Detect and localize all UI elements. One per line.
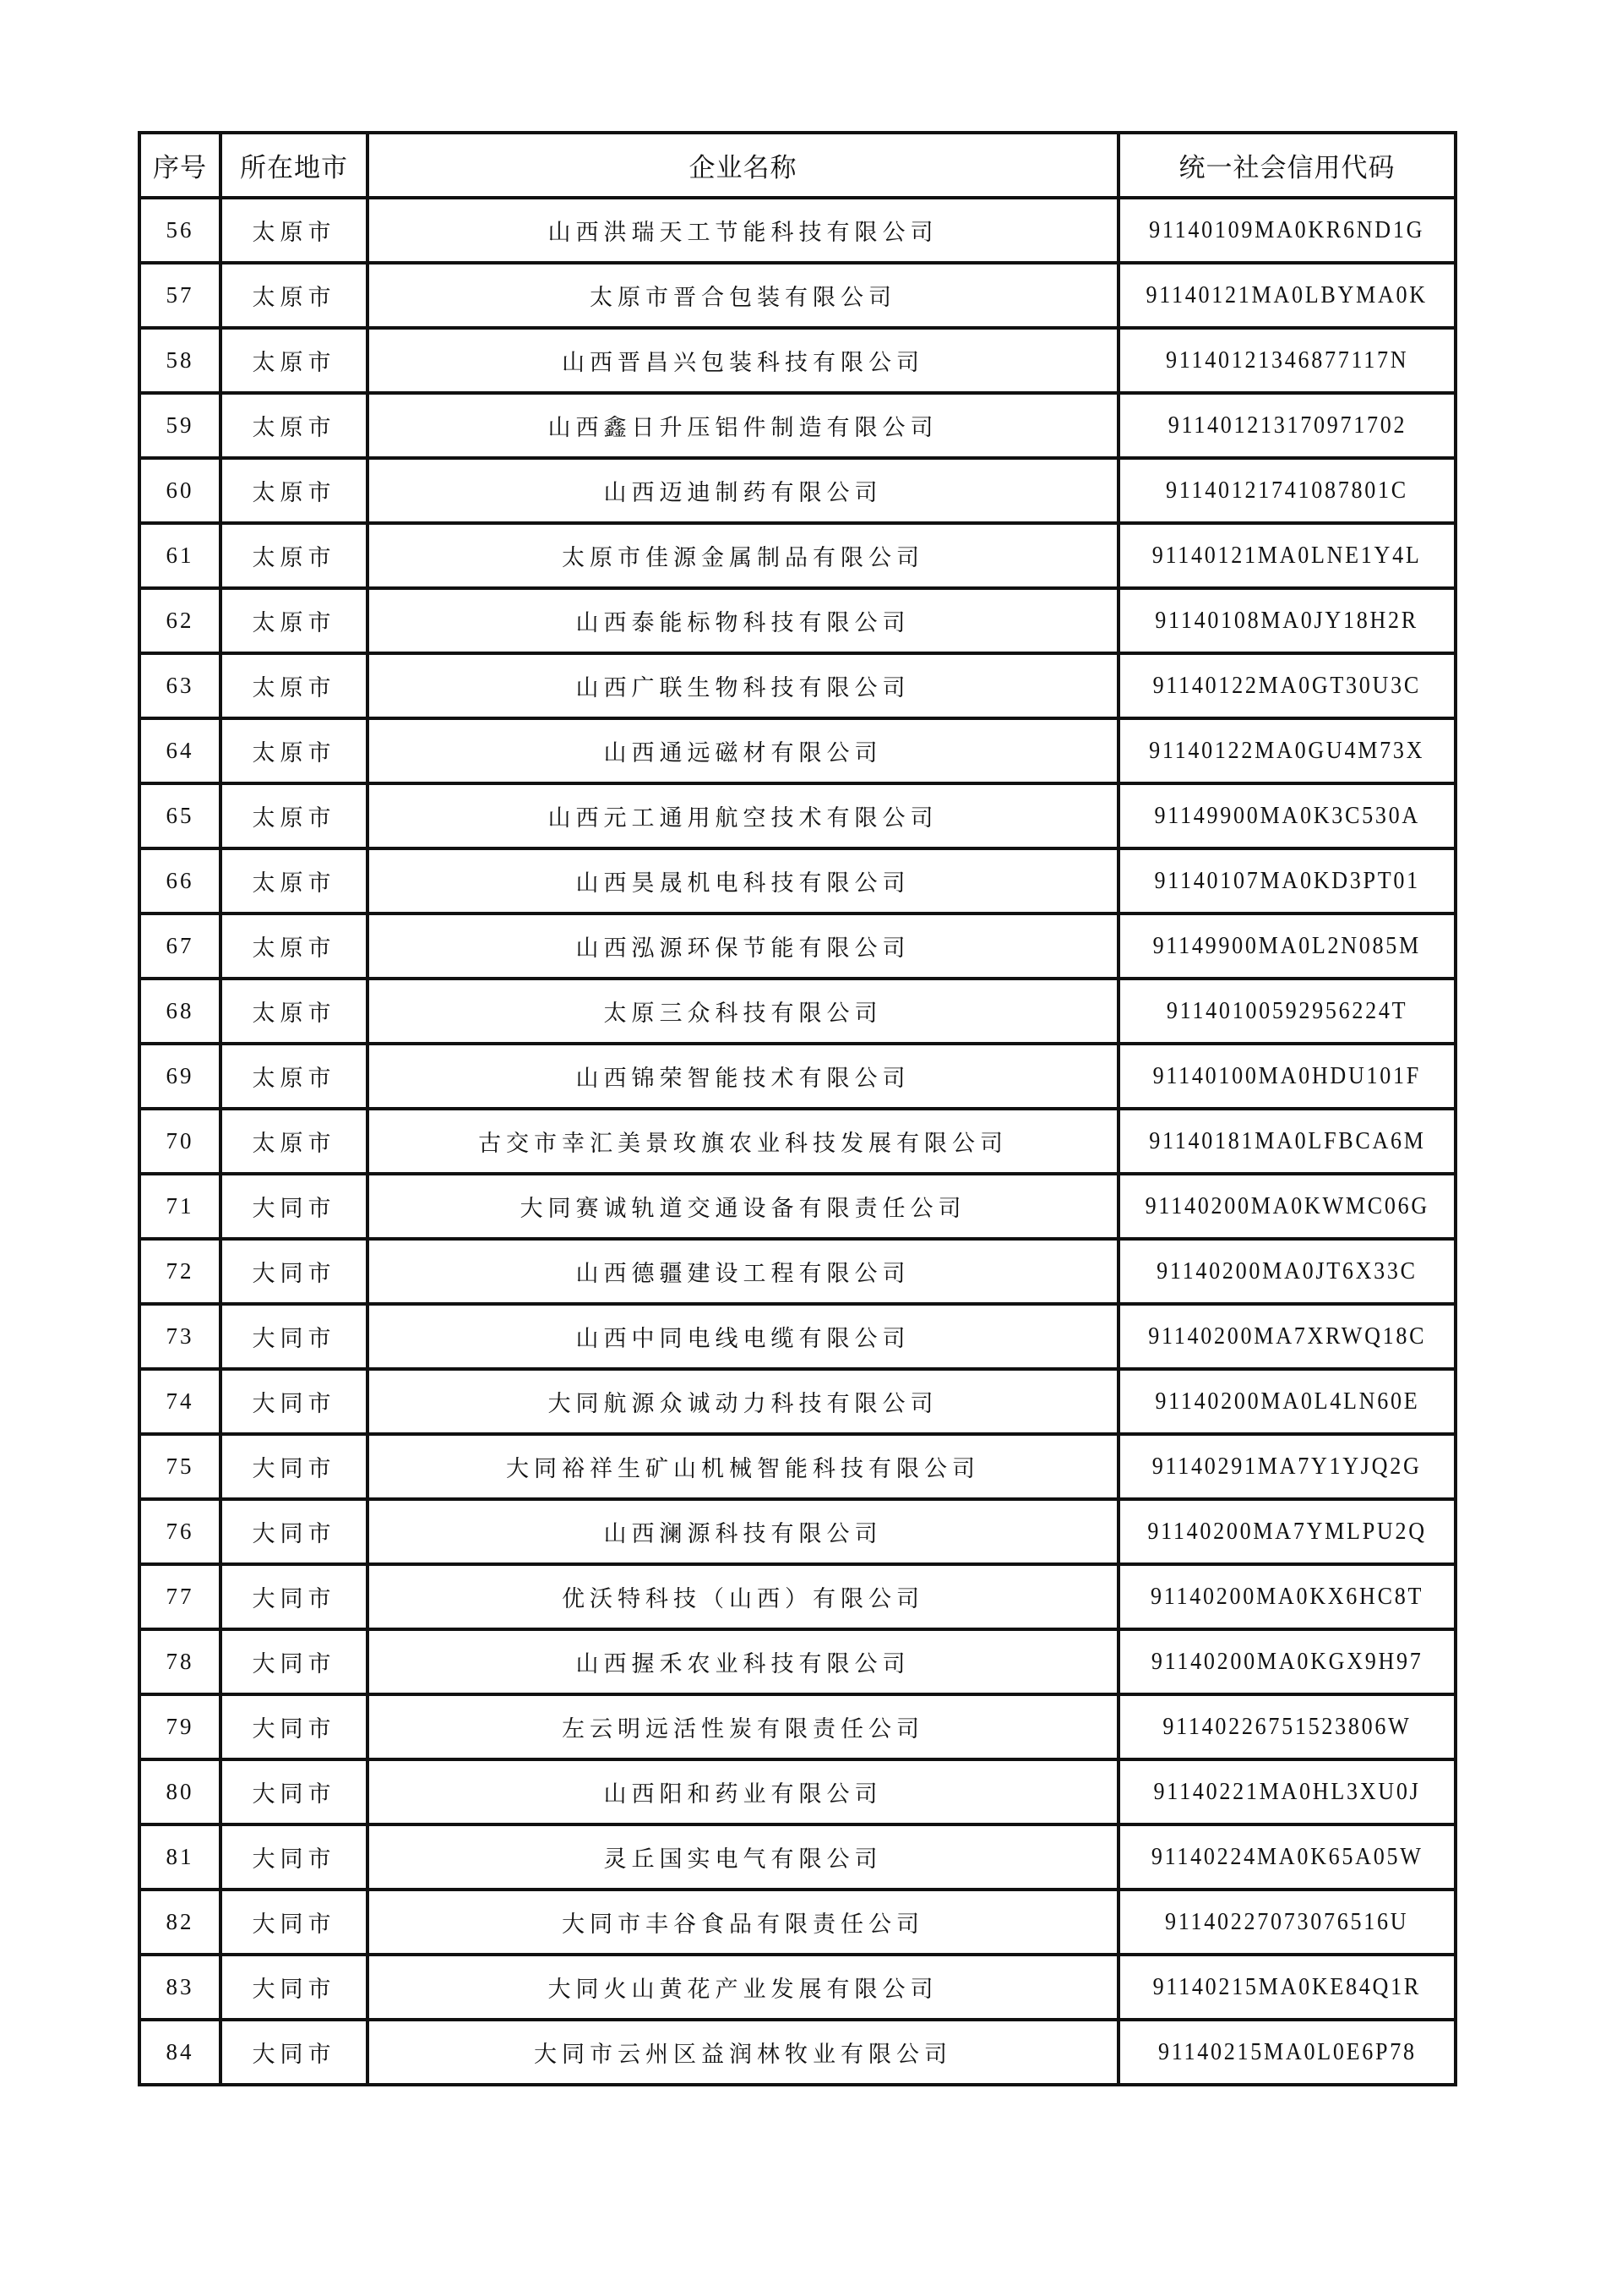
table-row xyxy=(139,1629,1456,1694)
cell-city-text: 太原市 xyxy=(252,1131,336,1157)
cell-credit-code xyxy=(1119,653,1456,718)
table-header-row xyxy=(139,133,1456,198)
cell-credit-code xyxy=(1119,1174,1456,1239)
table-row xyxy=(139,1174,1456,1239)
cell-serial-number xyxy=(139,783,220,848)
cell-city-text: 大同市 xyxy=(252,1326,336,1352)
cell-credit-code xyxy=(1119,1824,1456,1890)
cell-serial-number xyxy=(139,848,220,913)
cell-company-name xyxy=(367,1955,1119,2020)
cell-city xyxy=(220,1890,367,1955)
cell-city-text: 大同市 xyxy=(252,1912,336,1938)
cell-serial-number-text: 77 xyxy=(166,1584,194,1609)
cell-company-name-text: 古交市幸汇美景玫旗农业科技发展有限公司 xyxy=(478,1131,1008,1157)
cell-city xyxy=(220,653,367,718)
cell-city xyxy=(220,1239,367,1304)
cell-city xyxy=(220,328,367,393)
cell-company-name-text: 山西鑫日升压铝件制造有限公司 xyxy=(547,415,939,441)
cell-city xyxy=(220,458,367,523)
cell-city xyxy=(220,588,367,653)
cell-credit-code-text: 91140215MA0KE84Q1R xyxy=(1152,1973,1422,2000)
cell-company-name xyxy=(367,1239,1119,1304)
enterprise-table xyxy=(138,131,1457,2086)
cell-city-text: 太原市 xyxy=(252,740,336,766)
table-row xyxy=(139,1044,1456,1109)
cell-credit-code xyxy=(1119,328,1456,393)
cell-serial-number xyxy=(139,198,220,263)
cell-credit-code-text: 91140121MA0LNE1Y4L xyxy=(1152,542,1422,569)
cell-serial-number xyxy=(139,1759,220,1824)
cell-serial-number-text: 76 xyxy=(166,1519,194,1544)
cell-serial-number-text: 59 xyxy=(166,412,194,438)
cell-company-name xyxy=(367,979,1119,1044)
table-row xyxy=(139,1434,1456,1499)
cell-company-name-text: 太原市晋合包装有限公司 xyxy=(590,285,896,311)
cell-city-text: 大同市 xyxy=(252,1846,336,1873)
cell-city xyxy=(220,263,367,328)
cell-credit-code-text: 91140200MA7XRWQ18C xyxy=(1148,1323,1426,1350)
table-row xyxy=(139,1369,1456,1434)
cell-credit-code-text: 91140107MA0KD3PT01 xyxy=(1154,867,1420,894)
cell-company-name-text: 灵丘国实电气有限公司 xyxy=(603,1846,883,1873)
cell-credit-code-text: 91140121346877117N xyxy=(1165,346,1409,374)
cell-credit-code-text: 91140224MA0K65A05W xyxy=(1151,1843,1423,1870)
cell-serial-number xyxy=(139,979,220,1044)
cell-credit-code-text: 91140200MA0JT6X33C xyxy=(1157,1257,1418,1284)
table-row xyxy=(139,1759,1456,1824)
cell-serial-number xyxy=(139,1564,220,1629)
table-row xyxy=(139,848,1456,913)
cell-serial-number xyxy=(139,1109,220,1174)
cell-credit-code xyxy=(1119,1304,1456,1369)
cell-credit-code xyxy=(1119,458,1456,523)
cell-credit-code xyxy=(1119,1890,1456,1955)
cell-credit-code-text: 91140291MA7Y1YJQ2G xyxy=(1152,1453,1422,1480)
cell-serial-number-text: 82 xyxy=(166,1909,194,1934)
cell-credit-code-text: 91140181MA0LFBCA6M xyxy=(1148,1127,1426,1154)
cell-city xyxy=(220,913,367,979)
cell-credit-code-text: 91140109MA0KR6ND1G xyxy=(1149,216,1425,243)
cell-company-name-text: 左云明远活性炭有限责任公司 xyxy=(562,1716,924,1742)
cell-city-text: 大同市 xyxy=(252,1456,336,1482)
table-row xyxy=(139,913,1456,979)
cell-credit-code xyxy=(1119,263,1456,328)
cell-city-text: 太原市 xyxy=(252,480,336,506)
cell-credit-code-text: 91149900MA0L2N085M xyxy=(1152,932,1422,959)
cell-company-name-text: 山西迈迪制药有限公司 xyxy=(603,480,883,506)
cell-company-name-text: 大同市丰谷食品有限责任公司 xyxy=(562,1912,924,1938)
cell-serial-number xyxy=(139,458,220,523)
cell-company-name xyxy=(367,588,1119,653)
cell-credit-code-text: 91140200MA0KX6HC8T xyxy=(1150,1583,1424,1610)
cell-serial-number xyxy=(139,588,220,653)
cell-serial-number-text: 78 xyxy=(166,1649,194,1674)
cell-city-text: 太原市 xyxy=(252,545,336,571)
cell-credit-code xyxy=(1119,848,1456,913)
cell-serial-number-text: 61 xyxy=(166,543,194,568)
table-row xyxy=(139,653,1456,718)
cell-company-name xyxy=(367,913,1119,979)
table-row xyxy=(139,1694,1456,1759)
cell-serial-number xyxy=(139,1499,220,1564)
cell-serial-number xyxy=(139,1955,220,2020)
cell-credit-code-text: 91140200MA0L4LN60E xyxy=(1155,1388,1419,1415)
cell-company-name xyxy=(367,783,1119,848)
cell-city xyxy=(220,393,367,458)
cell-serial-number-text: 81 xyxy=(166,1844,194,1869)
cell-serial-number-text: 80 xyxy=(166,1779,194,1804)
cell-credit-code xyxy=(1119,1499,1456,1564)
table-row xyxy=(139,523,1456,588)
cell-company-name xyxy=(367,1890,1119,1955)
cell-serial-number-text: 65 xyxy=(166,803,194,828)
cell-serial-number xyxy=(139,1304,220,1369)
cell-city-text: 大同市 xyxy=(252,2042,336,2068)
cell-serial-number-text: 57 xyxy=(166,282,194,308)
cell-company-name xyxy=(367,458,1119,523)
cell-credit-code xyxy=(1119,1434,1456,1499)
table-row xyxy=(139,979,1456,1044)
cell-credit-code xyxy=(1119,718,1456,783)
cell-serial-number-text: 60 xyxy=(166,477,194,503)
cell-serial-number xyxy=(139,1434,220,1499)
cell-credit-code xyxy=(1119,1044,1456,1109)
cell-credit-code xyxy=(1119,1109,1456,1174)
cell-company-name xyxy=(367,718,1119,783)
cell-credit-code xyxy=(1119,523,1456,588)
cell-company-name-text: 山西阳和药业有限公司 xyxy=(603,1781,883,1808)
cell-serial-number-text: 70 xyxy=(166,1128,194,1153)
cell-serial-number xyxy=(139,1239,220,1304)
cell-serial-number-text: 63 xyxy=(166,673,194,698)
header-company-name: 企业名称 xyxy=(367,133,1119,198)
cell-serial-number-text: 83 xyxy=(166,1974,194,1999)
cell-city-text: 大同市 xyxy=(252,1781,336,1808)
cell-company-name-text: 山西中同电线电缆有限公司 xyxy=(575,1326,911,1352)
cell-company-name-text: 山西广联生物科技有限公司 xyxy=(575,675,911,701)
cell-city-text: 太原市 xyxy=(252,610,336,636)
cell-company-name xyxy=(367,1564,1119,1629)
cell-city xyxy=(220,1955,367,2020)
table-row xyxy=(139,1499,1456,1564)
cell-city xyxy=(220,523,367,588)
cell-city-text: 太原市 xyxy=(252,935,336,962)
cell-company-name xyxy=(367,523,1119,588)
cell-serial-number xyxy=(139,1890,220,1955)
cell-city-text: 太原市 xyxy=(252,675,336,701)
cell-city-text: 太原市 xyxy=(252,805,336,832)
cell-serial-number xyxy=(139,2020,220,2085)
table-row xyxy=(139,458,1456,523)
cell-credit-code-text: 911401213170971702 xyxy=(1168,412,1407,439)
table-row xyxy=(139,783,1456,848)
cell-credit-code-text: 91140226751523806W xyxy=(1162,1713,1412,1740)
cell-company-name-text: 山西洪瑞天工节能科技有限公司 xyxy=(547,220,939,246)
cell-credit-code-text: 91140200MA0KGX9H97 xyxy=(1151,1648,1423,1675)
cell-credit-code xyxy=(1119,588,1456,653)
cell-serial-number xyxy=(139,1369,220,1434)
cell-city-text: 大同市 xyxy=(252,1651,336,1677)
table-row xyxy=(139,393,1456,458)
cell-credit-code xyxy=(1119,1629,1456,1694)
cell-company-name xyxy=(367,2020,1119,2085)
cell-serial-number xyxy=(139,913,220,979)
table-row xyxy=(139,1564,1456,1629)
table-row xyxy=(139,1955,1456,2020)
cell-serial-number-text: 69 xyxy=(166,1063,194,1088)
cell-city xyxy=(220,2020,367,2085)
cell-city-text: 大同市 xyxy=(252,1391,336,1417)
cell-credit-code-text: 91140122MA0GT30U3C xyxy=(1152,672,1422,699)
table-row xyxy=(139,1304,1456,1369)
cell-company-name xyxy=(367,1759,1119,1824)
cell-company-name xyxy=(367,328,1119,393)
cell-serial-number-text: 79 xyxy=(166,1714,194,1739)
cell-serial-number-text: 74 xyxy=(166,1388,194,1414)
cell-credit-code xyxy=(1119,913,1456,979)
cell-serial-number xyxy=(139,523,220,588)
cell-company-name xyxy=(367,1109,1119,1174)
cell-credit-code-text: 91149900MA0K3C530A xyxy=(1154,802,1420,829)
cell-credit-code xyxy=(1119,1955,1456,2020)
cell-credit-code xyxy=(1119,783,1456,848)
cell-city-text: 太原市 xyxy=(252,1066,336,1092)
cell-city-text: 大同市 xyxy=(252,1977,336,2003)
cell-company-name xyxy=(367,1174,1119,1239)
cell-city-text: 大同市 xyxy=(252,1196,336,1222)
cell-serial-number-text: 71 xyxy=(166,1193,194,1219)
cell-serial-number xyxy=(139,1044,220,1109)
cell-city xyxy=(220,1824,367,1890)
cell-company-name xyxy=(367,1434,1119,1499)
table-row xyxy=(139,718,1456,783)
cell-city xyxy=(220,979,367,1044)
cell-company-name-text: 太原三众科技有限公司 xyxy=(603,1001,883,1027)
cell-serial-number-text: 72 xyxy=(166,1258,194,1284)
cell-credit-code-text: 91140100MA0HDU101F xyxy=(1152,1062,1422,1089)
cell-serial-number xyxy=(139,653,220,718)
cell-serial-number xyxy=(139,393,220,458)
header-city: 所在地市 xyxy=(220,133,367,198)
table-row xyxy=(139,588,1456,653)
cell-serial-number-text: 58 xyxy=(166,347,194,373)
cell-city xyxy=(220,1369,367,1434)
cell-city xyxy=(220,783,367,848)
table-row xyxy=(139,1890,1456,1955)
cell-company-name-text: 山西昊晟机电科技有限公司 xyxy=(575,870,911,897)
cell-serial-number-text: 67 xyxy=(166,933,194,958)
cell-company-name xyxy=(367,1824,1119,1890)
cell-city-text: 太原市 xyxy=(252,415,336,441)
table-row xyxy=(139,198,1456,263)
cell-serial-number-text: 56 xyxy=(166,217,194,243)
cell-serial-number-text: 68 xyxy=(166,998,194,1023)
cell-company-name-text: 太原市佳源金属制品有限公司 xyxy=(562,545,924,571)
cell-credit-code-text: 91140200MA7YMLPU2Q xyxy=(1147,1518,1427,1545)
table-row xyxy=(139,1824,1456,1890)
cell-city-text: 太原市 xyxy=(252,1001,336,1027)
cell-company-name-text: 大同裕祥生矿山机械智能科技有限公司 xyxy=(506,1456,980,1482)
header-serial-number: 序号 xyxy=(139,133,220,198)
cell-city xyxy=(220,1564,367,1629)
cell-company-name-text: 山西晋昌兴包装科技有限公司 xyxy=(562,350,924,376)
table-row xyxy=(139,2020,1456,2085)
cell-serial-number xyxy=(139,1694,220,1759)
cell-city-text: 太原市 xyxy=(252,870,336,897)
cell-company-name xyxy=(367,1044,1119,1109)
cell-credit-code xyxy=(1119,1759,1456,1824)
cell-company-name xyxy=(367,1499,1119,1564)
cell-company-name-text: 大同航源众诚动力科技有限公司 xyxy=(547,1391,939,1417)
cell-credit-code xyxy=(1119,1564,1456,1629)
cell-company-name xyxy=(367,1369,1119,1434)
cell-city xyxy=(220,198,367,263)
cell-serial-number xyxy=(139,718,220,783)
cell-city xyxy=(220,1629,367,1694)
cell-company-name xyxy=(367,393,1119,458)
cell-city xyxy=(220,1499,367,1564)
cell-serial-number-text: 64 xyxy=(166,738,194,763)
cell-credit-code xyxy=(1119,979,1456,1044)
cell-company-name xyxy=(367,198,1119,263)
cell-company-name-text: 大同赛诚轨道交通设备有限责任公司 xyxy=(520,1196,966,1222)
cell-company-name-text: 大同火山黄花产业发展有限公司 xyxy=(547,1977,939,2003)
cell-city xyxy=(220,718,367,783)
cell-credit-code xyxy=(1119,1369,1456,1434)
cell-credit-code xyxy=(1119,198,1456,263)
cell-city-text: 大同市 xyxy=(252,1521,336,1547)
cell-credit-code-text: 91140215MA0L0E6P78 xyxy=(1157,2038,1417,2065)
cell-company-name-text: 山西锦荣智能技术有限公司 xyxy=(575,1066,911,1092)
cell-serial-number-text: 66 xyxy=(166,868,194,893)
cell-serial-number-text: 62 xyxy=(166,608,194,633)
cell-serial-number xyxy=(139,1629,220,1694)
cell-credit-code-text: 91140200MA0KWMC06G xyxy=(1145,1192,1429,1219)
cell-company-name-text: 山西泓源环保节能有限公司 xyxy=(575,935,911,962)
cell-company-name xyxy=(367,263,1119,328)
cell-company-name-text: 山西握禾农业科技有限公司 xyxy=(575,1651,911,1677)
cell-company-name-text: 山西澜源科技有限公司 xyxy=(603,1521,883,1547)
cell-serial-number xyxy=(139,1824,220,1890)
table-row xyxy=(139,1239,1456,1304)
cell-credit-code-text: 91140121MA0LBYMA0K xyxy=(1146,281,1429,308)
cell-credit-code-text: 91140108MA0JY18H2R xyxy=(1155,607,1419,634)
cell-company-name xyxy=(367,1694,1119,1759)
cell-serial-number xyxy=(139,263,220,328)
cell-city-text: 太原市 xyxy=(252,350,336,376)
cell-city xyxy=(220,1694,367,1759)
cell-serial-number-text: 73 xyxy=(166,1323,194,1349)
cell-serial-number-text: 75 xyxy=(166,1453,194,1479)
cell-city xyxy=(220,1759,367,1824)
cell-credit-code xyxy=(1119,1694,1456,1759)
cell-credit-code-text: 91140121741087801C xyxy=(1166,477,1408,504)
cell-city-text: 大同市 xyxy=(252,1261,336,1287)
cell-city xyxy=(220,1434,367,1499)
cell-city xyxy=(220,1304,367,1369)
cell-company-name-text: 山西德疆建设工程有限公司 xyxy=(575,1261,911,1287)
cell-city xyxy=(220,1174,367,1239)
cell-credit-code xyxy=(1119,393,1456,458)
cell-company-name xyxy=(367,848,1119,913)
cell-city xyxy=(220,1044,367,1109)
cell-serial-number xyxy=(139,1174,220,1239)
cell-company-name-text: 山西通远磁材有限公司 xyxy=(603,740,883,766)
cell-serial-number-text: 84 xyxy=(166,2039,194,2064)
cell-company-name-text: 大同市云州区益润林牧业有限公司 xyxy=(534,2042,952,2068)
cell-company-name-text: 山西泰能标物科技有限公司 xyxy=(575,610,911,636)
table-row xyxy=(139,1109,1456,1174)
cell-city-text: 大同市 xyxy=(252,1586,336,1612)
cell-credit-code-text: 91140227073076516U xyxy=(1165,1908,1409,1935)
cell-company-name-text: 山西元工通用航空技术有限公司 xyxy=(547,805,939,832)
cell-company-name xyxy=(367,653,1119,718)
cell-company-name-text: 优沃特科技（山西）有限公司 xyxy=(562,1586,924,1612)
cell-credit-code-text: 91140221MA0HL3XU0J xyxy=(1153,1778,1421,1805)
cell-serial-number xyxy=(139,328,220,393)
cell-company-name xyxy=(367,1629,1119,1694)
cell-city-text: 太原市 xyxy=(252,285,336,311)
cell-credit-code xyxy=(1119,1239,1456,1304)
table-row xyxy=(139,263,1456,328)
cell-city-text: 太原市 xyxy=(252,220,336,246)
cell-city-text: 大同市 xyxy=(252,1716,336,1742)
cell-city xyxy=(220,848,367,913)
cell-credit-code-text: 91140100592956224T xyxy=(1166,997,1408,1024)
header-credit-code: 统一社会信用代码 xyxy=(1119,133,1456,198)
table-body xyxy=(139,198,1456,2085)
cell-city xyxy=(220,1109,367,1174)
cell-credit-code xyxy=(1119,2020,1456,2085)
cell-company-name xyxy=(367,1304,1119,1369)
cell-credit-code-text: 91140122MA0GU4M73X xyxy=(1149,737,1425,764)
table-row xyxy=(139,328,1456,393)
